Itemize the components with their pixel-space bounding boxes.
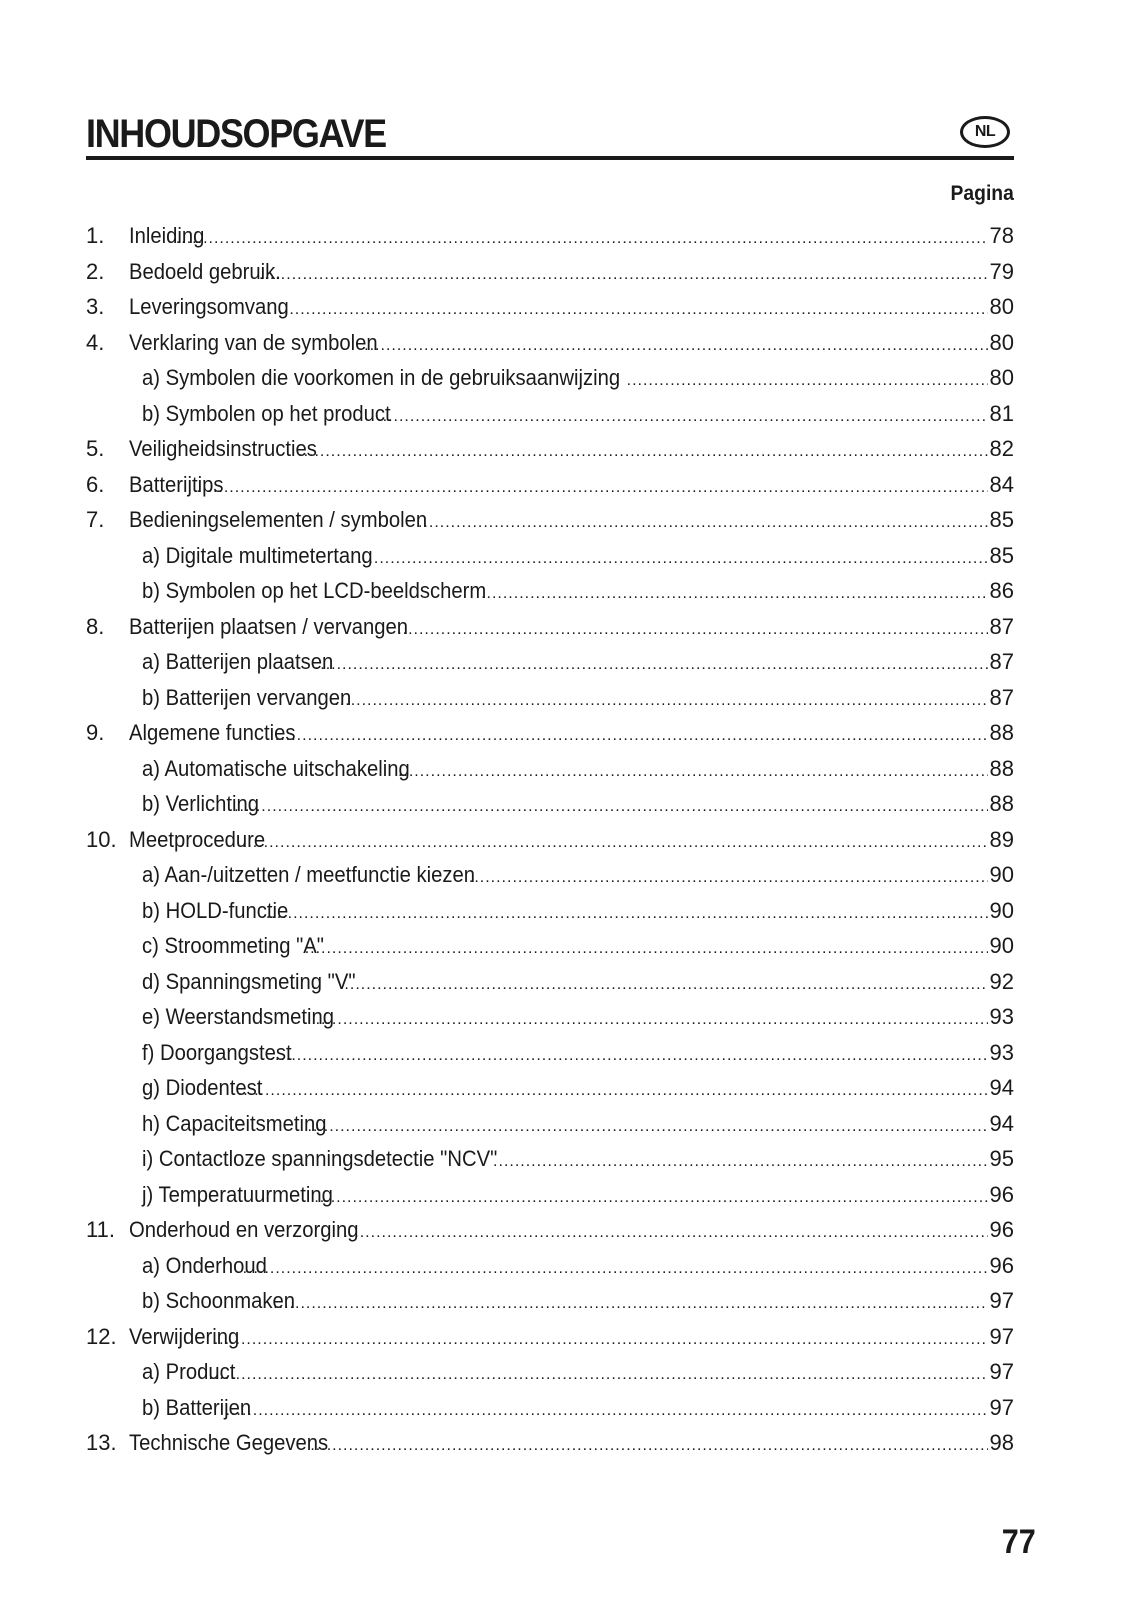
toc-entry-page: 82	[989, 436, 1014, 461]
toc-subentry	[86, 538, 1014, 574]
toc-entry	[86, 609, 1014, 645]
toc-entry-title: b) Symbolen op het product	[142, 400, 391, 426]
toc-entry-page: 98	[989, 1430, 1014, 1455]
toc-subentry	[86, 1390, 1014, 1426]
dot-leader	[298, 434, 987, 470]
toc-entry-page: 88	[989, 791, 1014, 816]
toc-entry-page: 90	[989, 897, 1014, 923]
toc-entry-title: Veiligheidsinstructies	[129, 436, 317, 461]
toc-entry-number: 9.	[86, 720, 105, 745]
language-badge: NL	[960, 116, 1010, 148]
toc-subentry	[86, 396, 1014, 432]
dot-leader	[243, 1251, 988, 1287]
dot-leader	[315, 647, 988, 683]
dot-leader	[334, 683, 987, 719]
dot-leader	[259, 257, 988, 293]
toc-subentry	[86, 1177, 1014, 1213]
dot-leader	[270, 1038, 988, 1074]
dot-leader	[469, 860, 988, 896]
toc-entry-title: Bedieningselementen / symbolen	[129, 507, 428, 532]
dot-leader	[197, 470, 988, 506]
toc-entry-title: Verklaring van de symbolen	[129, 329, 378, 355]
toc-subentry	[86, 360, 1014, 396]
dot-leader	[176, 221, 988, 257]
toc-entry-title: a) Symbolen die voorkomen in de gebruiksaanwijzing	[142, 365, 621, 390]
toc-entry-title: b) Batterijen vervangen	[142, 684, 352, 710]
toc-entry	[86, 289, 1014, 325]
toc-entry-page: 97	[989, 1394, 1014, 1420]
toc-entry-page: 81	[989, 400, 1014, 426]
dot-leader	[238, 1073, 988, 1109]
toc-subentry	[86, 786, 1014, 822]
toc-subentry	[86, 680, 1014, 716]
toc-entry-page: 80	[989, 329, 1014, 355]
toc-entry-title: b) Batterijen	[142, 1394, 252, 1420]
toc-entry-title: Inleiding	[129, 223, 205, 248]
toc-entry-page: 89	[989, 826, 1014, 852]
dot-leader	[418, 505, 988, 541]
toc-entry-title: g) Diodentest	[142, 1075, 263, 1100]
toc-subentry	[86, 751, 1014, 787]
toc-entry-title: Leveringsomvang	[129, 294, 289, 319]
dot-leader	[310, 1428, 987, 1464]
dot-leader	[627, 363, 988, 399]
toc-entry-number: 6.	[86, 471, 105, 497]
toc-entry-title: a) Product	[142, 1359, 236, 1384]
page-column-label: Pagina	[950, 182, 1014, 205]
toc-entry-title: a) Digitale multimetertang	[142, 542, 373, 568]
toc-entry-page: 92	[989, 968, 1014, 994]
dot-leader	[268, 292, 988, 328]
toc-entry-page: 97	[989, 1359, 1014, 1384]
toc-entry-title: j) Temperatuurmeting	[142, 1181, 333, 1207]
dot-leader	[397, 612, 987, 648]
toc-entry-title: Technische Gegevens	[129, 1430, 329, 1455]
page-title: INHOUDSOPGAVE	[86, 112, 386, 156]
toc-entry-number: 11.	[86, 1217, 115, 1242]
dot-leader	[234, 789, 987, 825]
toc-entry-title: h) Capaciteitsmeting	[142, 1110, 327, 1136]
toc-entry-page: 88	[989, 720, 1014, 745]
toc-subentry	[86, 928, 1014, 964]
toc-entry-page: 84	[989, 471, 1014, 497]
toc-entry-page: 93	[989, 1004, 1014, 1029]
toc-entry-page: 87	[989, 684, 1014, 710]
toc-entry-title: e) Weerstandsmeting	[142, 1004, 335, 1029]
toc-entry-page: 97	[989, 1323, 1014, 1349]
toc-subentry	[86, 1248, 1014, 1284]
dot-leader	[307, 1109, 987, 1145]
toc-entry-title: a) Batterijen plaatsen	[142, 649, 334, 674]
toc-entry-page: 78	[989, 223, 1014, 248]
toc-entry	[86, 1319, 1014, 1355]
toc-entry	[86, 254, 1014, 290]
toc-entry-title: a) Automatische uitschakeling	[142, 755, 410, 781]
toc-entry-page: 85	[989, 542, 1014, 568]
dot-leader	[305, 931, 988, 967]
toc-entry-title: Batterijtips	[129, 471, 224, 497]
toc-entry-page: 96	[989, 1181, 1014, 1207]
toc-subentry	[86, 1070, 1014, 1106]
toc-entry-title: Meetprocedure	[129, 826, 266, 852]
toc-entry	[86, 715, 1014, 751]
toc-entry-page: 96	[989, 1217, 1014, 1242]
toc-entry-number: 10.	[86, 826, 117, 852]
toc-entry-number: 7.	[86, 507, 105, 532]
table-of-contents	[86, 218, 1014, 1461]
toc-entry-title: Bedoeld gebruik.	[129, 258, 281, 284]
toc-entry	[86, 431, 1014, 467]
toc-entry-page: 87	[989, 649, 1014, 674]
toc-entry	[86, 325, 1014, 361]
dot-leader	[358, 541, 988, 577]
toc-subentry	[86, 573, 1014, 609]
toc-entry-number: 3.	[86, 294, 105, 319]
toc-entry-page: 86	[989, 578, 1014, 603]
toc-entry-page: 79	[989, 258, 1014, 284]
toc-entry-title: c) Stroommeting "A"	[142, 933, 324, 958]
dot-leader	[242, 825, 988, 861]
toc-entry-title: b) Symbolen op het LCD-beeldscherm	[142, 578, 487, 603]
toc-entry-title: i) Contactloze spanningsdetectie "NCV"	[142, 1146, 498, 1171]
toc-subentry	[86, 964, 1014, 1000]
dot-leader	[343, 1215, 987, 1251]
dot-leader	[226, 1393, 988, 1429]
dot-leader	[364, 328, 987, 364]
toc-entry-page: 87	[989, 613, 1014, 639]
toc-entry	[86, 822, 1014, 858]
toc-subentry	[86, 644, 1014, 680]
dot-leader	[266, 896, 988, 932]
dot-leader	[493, 1144, 987, 1180]
dot-leader	[481, 576, 987, 612]
dot-leader	[214, 1322, 988, 1358]
toc-entry-number: 12.	[86, 1323, 117, 1349]
page-header	[86, 104, 1014, 160]
toc-entry-page: 97	[989, 1288, 1014, 1313]
dot-leader	[339, 967, 988, 1003]
toc-entry-page: 85	[989, 507, 1014, 532]
toc-entry-title: a) Onderhoud	[142, 1252, 267, 1278]
toc-entry-title: Algemene functies	[129, 720, 296, 745]
toc-entry	[86, 502, 1014, 538]
toc-entry-title: b) Schoonmaken	[142, 1288, 296, 1313]
toc-entry-page: 80	[989, 294, 1014, 319]
toc-entry-number: 5.	[86, 436, 105, 461]
toc-entry	[86, 1212, 1014, 1248]
dot-leader	[377, 399, 987, 435]
toc-entry	[86, 218, 1014, 254]
toc-subentry	[86, 1106, 1014, 1142]
toc-entry-page: 95	[989, 1146, 1014, 1171]
dot-leader	[273, 1286, 987, 1322]
toc-entry-page: 93	[989, 1039, 1014, 1065]
toc-entry-title: b) Verlichting	[142, 791, 260, 816]
toc-subentry	[86, 857, 1014, 893]
page-number: 77	[1001, 1523, 1036, 1561]
toc-entry-number: 2.	[86, 258, 105, 284]
toc-subentry	[86, 999, 1014, 1035]
toc-entry-page: 94	[989, 1075, 1014, 1100]
toc-entry-page: 88	[989, 755, 1014, 781]
toc-entry-page: 90	[989, 933, 1014, 958]
toc-entry-page: 96	[989, 1252, 1014, 1278]
dot-leader	[208, 1357, 987, 1393]
toc-subentry	[86, 1283, 1014, 1319]
toc-subentry	[86, 1035, 1014, 1071]
toc-entry-title: Verwijdering	[129, 1323, 240, 1349]
toc-entry-number: 4.	[86, 329, 105, 355]
toc-entry-title: f) Doorgangstest	[142, 1039, 292, 1065]
dot-leader	[314, 1180, 987, 1216]
dot-leader	[275, 718, 988, 754]
toc-entry-number: 13.	[86, 1430, 117, 1455]
toc-entry-title: a) Aan-/uitzetten / meetfunctie kiezen	[142, 862, 476, 887]
toc-entry-page: 80	[989, 365, 1014, 390]
toc-subentry	[86, 893, 1014, 929]
toc-subentry	[86, 1354, 1014, 1390]
toc-entry-page: 90	[989, 862, 1014, 887]
toc-entry-number: 1.	[86, 223, 105, 248]
toc-entry	[86, 467, 1014, 503]
toc-subentry	[86, 1141, 1014, 1177]
toc-entry-page: 94	[989, 1110, 1014, 1136]
toc-entry	[86, 1425, 1014, 1461]
toc-entry-number: 8.	[86, 613, 105, 639]
toc-entry-title: Batterijen plaatsen / vervangen	[129, 613, 409, 639]
dot-leader	[316, 1002, 988, 1038]
toc-entry-title: d) Spanningsmeting "V"	[142, 968, 356, 994]
toc-entry-title: Onderhoud en verzorging	[129, 1217, 359, 1242]
dot-leader	[398, 754, 988, 790]
toc-entry-title: b) HOLD-functie	[142, 897, 289, 923]
